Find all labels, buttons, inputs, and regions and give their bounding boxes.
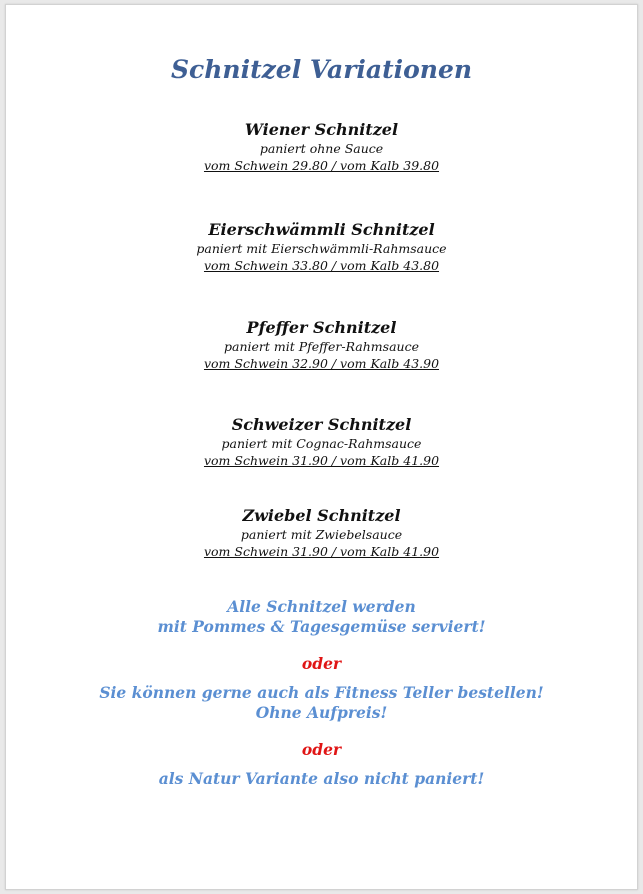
dish-description: paniert mit Eierschwämmli-Rahmsauce — [196, 241, 447, 256]
dish-price: vom Schwein 31.90 / vom Kalb 41.90 — [203, 453, 440, 468]
dish-description: paniert mit Cognac-Rahmsauce — [221, 436, 422, 451]
menu-page — [5, 4, 638, 890]
note-no-surcharge: Ohne Aufpreis! — [255, 703, 388, 722]
dish-name: Schweizer Schnitzel — [231, 415, 412, 434]
dish-name: Eierschwämmli Schnitzel — [208, 220, 435, 239]
dish-eierschwaemmli-schnitzel — [6, 220, 637, 274]
note-fitness-teller: Sie können gerne auch als Fitness Teller bestellen! — [99, 683, 544, 702]
note-sides: mit Pommes & Tagesgemüse serviert! — [157, 617, 486, 636]
oder-separator: oder — [301, 654, 342, 673]
dish-price: vom Schwein 33.80 / vom Kalb 43.80 — [203, 258, 440, 273]
dish-name: Wiener Schnitzel — [244, 120, 399, 139]
dish-schweizer-schnitzel — [6, 415, 637, 469]
dish-name: Pfeffer Schnitzel — [246, 318, 397, 337]
dish-price: vom Schwein 29.80 / vom Kalb 39.80 — [203, 158, 440, 173]
dish-name: Zwiebel Schnitzel — [242, 506, 401, 525]
dish-zwiebel-schnitzel — [6, 506, 637, 560]
dish-price: vom Schwein 32.90 / vom Kalb 43.90 — [203, 356, 440, 371]
dish-pfeffer-schnitzel — [6, 318, 637, 372]
dish-price: vom Schwein 31.90 / vom Kalb 41.90 — [203, 544, 440, 559]
dish-wiener-schnitzel — [6, 120, 637, 174]
note-natur-variante: als Natur Variante also nicht paniert! — [158, 769, 485, 788]
note-served-with: Alle Schnitzel werden — [227, 597, 416, 616]
dish-description: paniert mit Zwiebelsauce — [240, 527, 403, 542]
page-title: Schnitzel Variationen — [170, 55, 473, 84]
dish-description: paniert ohne Sauce — [259, 141, 384, 156]
dish-description: paniert mit Pfeffer-Rahmsauce — [224, 339, 419, 354]
oder-separator: oder — [301, 740, 342, 759]
